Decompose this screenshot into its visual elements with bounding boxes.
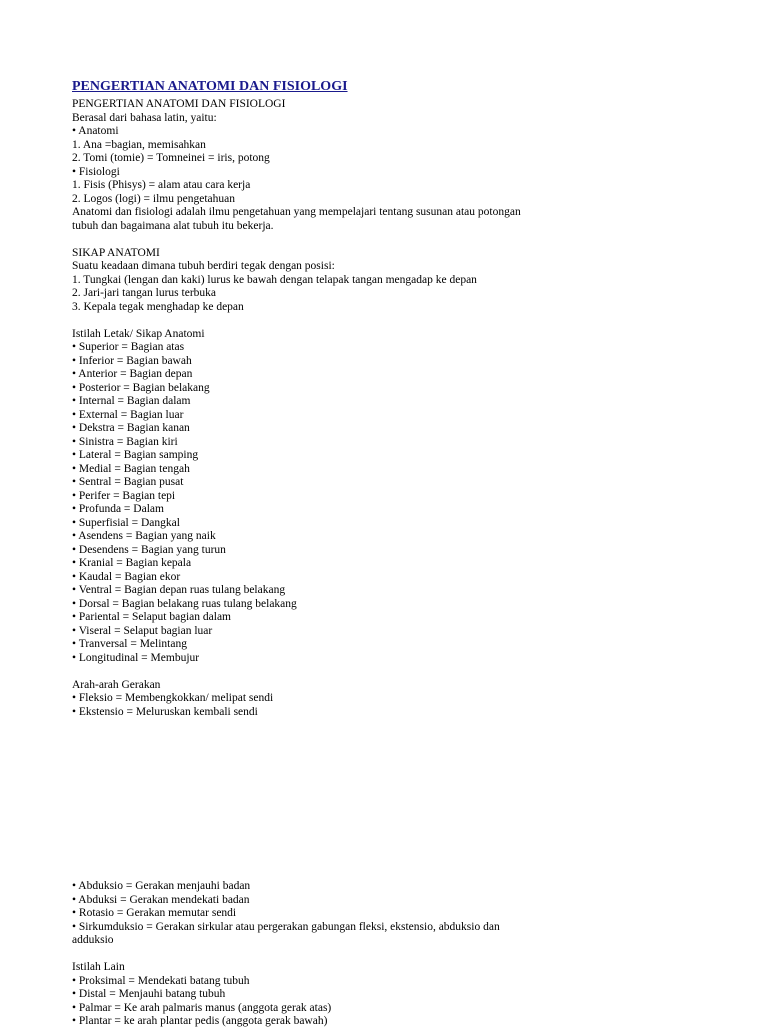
list-item: 2. Logos (logi) = ilmu pengetahuan: [72, 192, 235, 205]
list-item: • Perifer = Bagian tepi: [72, 489, 176, 502]
list-item: 2. Tomi (tomie) = Tomneinei = iris, potong: [72, 152, 270, 164]
spacer: [72, 314, 692, 328]
list-item: • Fisiologi: [72, 165, 120, 178]
list-item: • Superior = Bagian atas: [72, 341, 185, 353]
list-item: • Proksimal = Mendekati batang tubuh: [72, 974, 250, 987]
section-heading: Istilah Lain: [72, 961, 125, 973]
list-item: • Anterior = Bagian depan: [72, 368, 193, 380]
list-item: • Ekstensio = Meluruskan kembali sendi: [72, 705, 258, 718]
list-item: • Longitudinal = Membujur: [72, 651, 200, 664]
list-item: • Desendens = Bagian yang turun: [72, 543, 226, 556]
section-sikap-anatomi: [72, 247, 692, 315]
list-item: • Anatomi: [72, 125, 119, 137]
list-item: • Pariental = Selaput bagian dalam: [72, 611, 232, 623]
list-item: • Fleksio = Membengkokkan/ melipat sendi: [72, 692, 274, 704]
list-item: • Medial = Bagian tengah: [72, 462, 190, 475]
spacer: [72, 665, 692, 679]
list-item: • Kranial = Bagian kepala: [72, 557, 192, 569]
section-heading: SIKAP ANATOMI: [72, 246, 160, 259]
list-item: • Sirkumduksio = Gerakan sirkular atau pergerakan gabungan fleksi, ekstensio, abduksio dan adduksio: [72, 920, 500, 946]
section-definition: [72, 98, 692, 233]
list-item: • Asendens = Bagian yang naik: [72, 530, 216, 542]
list-item: • Plantar = ke arah plantar pedis (anggota gerak bawah): [72, 1015, 328, 1027]
list-item: 1. Fisis (Phisys) = alam atau cara kerja: [72, 179, 251, 191]
list-item: • Sentral = Bagian pusat: [72, 476, 184, 488]
list-item: • Rotasio = Gerakan memutar sendi: [72, 907, 237, 919]
spacer: [72, 233, 692, 247]
list-item: • Profunda = Dalam: [72, 503, 164, 515]
section-istilah-letak: [72, 328, 692, 666]
section-istilah-lain: [72, 961, 692, 1029]
list-item: 1. Tungkai (lengan dan kaki) lurus ke bawah dengan telapak tangan mengadap ke depan: [72, 273, 477, 286]
document-page: [72, 78, 692, 1029]
list-item: • Distal = Menjauhi batang tubuh: [72, 988, 226, 1000]
section-arah-gerakan: [72, 679, 692, 720]
list-item: • Tranversal = Melintang: [72, 638, 187, 650]
list-item: • Dorsal = Bagian belakang ruas tulang belakang: [72, 597, 297, 610]
list-item: • Inferior = Bagian bawah: [72, 354, 192, 367]
list-item: 3. Kepala tegak menghadap ke depan: [72, 300, 244, 313]
list-item: • Superfisial = Dangkal: [72, 516, 180, 529]
spacer: [72, 948, 692, 962]
list-item: • Ventral = Bagian depan ruas tulang belakang: [72, 584, 286, 596]
list-item: • Palmar = Ke arah palmaris manus (anggota gerak atas): [72, 1001, 332, 1014]
list-item: • Internal = Bagian dalam: [72, 395, 191, 407]
paragraph: Anatomi dan fisiologi adalah ilmu pengetahuan yang mempelajari tentang susunan atau potongan tubuh dan bagaimana alat tubuh itu bekerja.: [72, 206, 521, 232]
list-item: • Sinistra = Bagian kiri: [72, 435, 178, 448]
section-heading: Arah-arah Gerakan: [72, 678, 161, 691]
list-item: • Viseral = Selaput bagian luar: [72, 624, 213, 637]
text-line: Berasal dari bahasa latin, yaitu:: [72, 111, 217, 124]
list-item: • External = Bagian luar: [72, 408, 184, 421]
section-gerakan-lanjutan: [72, 880, 692, 948]
list-item: • Abduksi = Gerakan mendekati badan: [72, 893, 250, 906]
text-line: Suatu keadaan dimana tubuh berdiri tegak dengan posisi:: [72, 260, 335, 272]
list-item: 2. Jari-jari tangan lurus terbuka: [72, 287, 217, 299]
list-item: • Kaudal = Bagian ekor: [72, 570, 181, 583]
section-heading: PENGERTIAN ANATOMI DAN FISIOLOGI: [72, 98, 286, 110]
blank-area: [72, 719, 692, 880]
list-item: 1. Ana =bagian, memisahkan: [72, 138, 206, 151]
document-title-link[interactable]: PENGERTIAN ANATOMI DAN FISIOLOGI: [72, 79, 348, 94]
list-item: • Posterior = Bagian belakang: [72, 381, 210, 394]
section-heading: Istilah Letak/ Sikap Anatomi: [72, 327, 205, 340]
list-item: • Lateral = Bagian samping: [72, 449, 199, 461]
list-item: • Abduksio = Gerakan menjauhi badan: [72, 880, 251, 892]
list-item: • Dekstra = Bagian kanan: [72, 422, 190, 434]
